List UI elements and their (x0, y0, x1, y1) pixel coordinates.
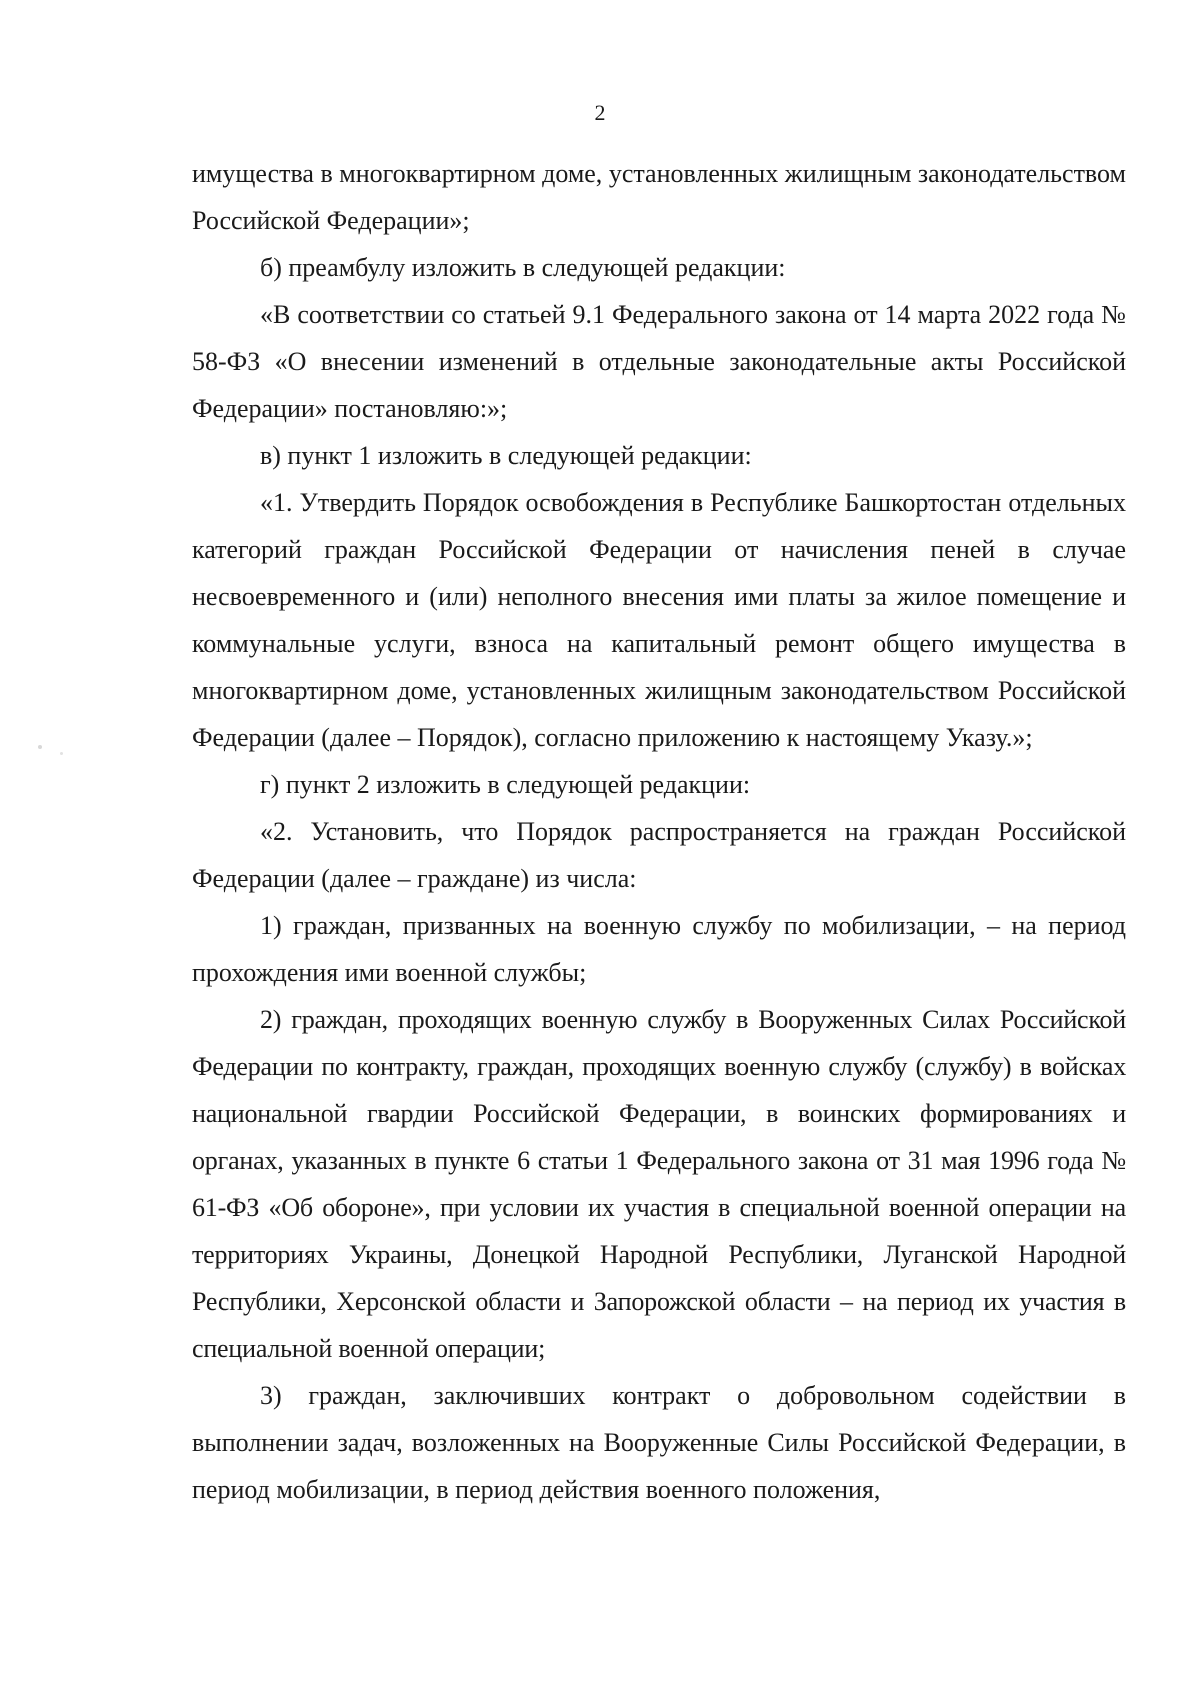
paragraph: 1) граждан, призванных на военную службу по мобилизации, – на период прохождения ими военной службы; (192, 911, 1126, 987)
scan-artifact (38, 745, 42, 749)
paragraph: в) пункт 1 изложить в следующей редакции: (260, 441, 752, 470)
paragraph: «2. Установить, что Порядок распространяется на граждан Российской Федерации (далее – граждане) из числа: (192, 817, 1126, 893)
document-body (192, 150, 1126, 1513)
paragraph: «1. Утвердить Порядок освобождения в Республике Башкортостан отдельных категорий граждан Российской Федерации от начисления пеней в случае несвоевременного и (или) неполного внесения ими платы за жилое помещение и коммунальные услуги, взноса на капитальный ремонт общего имущества в многоквартирном доме, установленных жилищным законодательством Российской Федерации (далее – Порядок), согласно приложению к настоящему Указу.»; (192, 488, 1126, 752)
paragraph: имущества в многоквартирном доме, установленных жилищным законодательством Российской Федерации»; (192, 159, 1126, 235)
paragraph: б) преамбулу изложить в следующей редакции: (260, 253, 786, 282)
paragraph: «В соответствии со статьей 9.1 Федерального закона от 14 марта 2022 года № 58-ФЗ «О внесении изменений в отдельные законодательные акты Российской Федерации» постановляю:»; (192, 300, 1126, 423)
page-number: 2 (594, 100, 606, 125)
scan-artifact (60, 752, 63, 755)
paragraph: 2) граждан, проходящих военную службу в Вооруженных Силах Российской Федерации по контракту, граждан, проходящих военную службу (службу) в войсках национальной гвардии Российской Федерации, в воинских формированиях и органах, указанных в пункте 6 статьи 1 Федерального закона от 31 мая 1996 года № 61-ФЗ «Об обороне», при условии их участия в специальной военной операции на территориях Украины, Донецкой Народной Республики, Луганской Народной Республики, Херсонской области и Запорожской области – на период их участия в специальной военной операции; (192, 1005, 1126, 1363)
paragraph: г) пункт 2 изложить в следующей редакции: (260, 770, 751, 799)
paragraph: 3) граждан, заключивших контракт о добровольном содействии в выполнении задач, возложенных на Вооруженные Силы Российской Федерации, в период мобилизации, в период действия военного положения, (192, 1381, 1126, 1504)
